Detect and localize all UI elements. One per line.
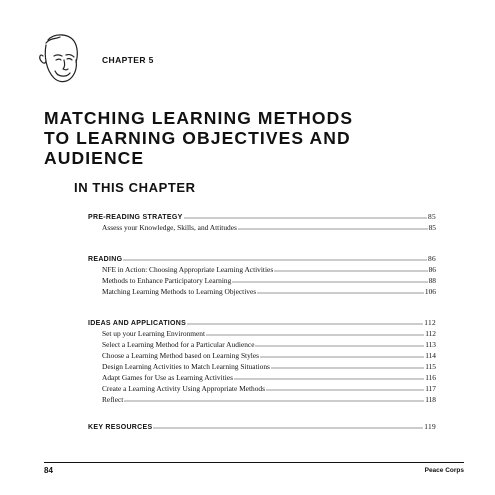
dot-leader — [123, 255, 427, 261]
dot-leader — [153, 423, 423, 429]
face-sketch-icon — [34, 30, 82, 90]
toc-page-number: 117 — [425, 384, 436, 393]
toc-page-number: 85 — [428, 223, 436, 232]
chapter-title — [44, 108, 464, 168]
toc-entry[interactable] — [88, 372, 436, 383]
dot-leader — [255, 341, 424, 347]
toc-entry[interactable] — [88, 275, 436, 286]
toc-group-reading — [88, 253, 436, 297]
toc-entry-label: Set up your Learning Environment — [102, 329, 206, 338]
footer-rule — [44, 462, 464, 463]
toc-page-number: 113 — [425, 340, 436, 349]
toc-entry-label: READING — [88, 256, 123, 263]
toc-entry-label: PRE-READING STRATEGY — [88, 214, 183, 221]
toc-page-number: 119 — [424, 422, 436, 431]
toc-group-pre-reading — [88, 211, 436, 233]
in-this-chapter-heading: IN THIS CHAPTER — [74, 180, 196, 195]
toc-entry-label: Reflect — [102, 395, 124, 404]
toc-entry[interactable] — [88, 339, 436, 350]
dot-leader — [234, 374, 424, 380]
chapter-label: CHAPTER 5 — [102, 55, 154, 65]
dot-leader — [124, 396, 424, 402]
toc-entry-label: NFE in Action: Choosing Appropriate Learning Activities — [102, 265, 274, 274]
toc-page-number: 112 — [424, 318, 436, 327]
toc-entry[interactable] — [88, 383, 436, 394]
dot-leader — [266, 385, 424, 391]
toc-entry-label: Choose a Learning Method based on Learning Styles — [102, 351, 260, 360]
toc-page-number: 85 — [428, 212, 436, 221]
toc-page-number: 118 — [425, 395, 436, 404]
toc-entry-label: KEY RESOURCES — [88, 424, 153, 431]
toc-entry-label: Matching Learning Methods to Learning Objectives — [102, 287, 257, 296]
toc-page-number: 112 — [425, 329, 436, 338]
toc-entry[interactable] — [88, 421, 436, 432]
toc-page-number: 86 — [428, 254, 436, 263]
toc-entry[interactable] — [88, 328, 436, 339]
page-number: 84 — [44, 466, 53, 475]
toc-group-resources — [88, 421, 436, 432]
toc-entry[interactable] — [88, 394, 436, 405]
toc-entry[interactable] — [88, 222, 436, 233]
toc-entry[interactable] — [88, 317, 436, 328]
title-line: AUDIENCE — [44, 148, 145, 168]
toc-entry[interactable] — [88, 286, 436, 297]
toc-entry-label: Adapt Games for Use as Learning Activities — [102, 373, 233, 382]
toc-entry-label: IDEAS AND APPLICATIONS — [88, 320, 187, 327]
toc-page-number: 114 — [425, 351, 436, 360]
toc-entry-label: Assess your Knowledge, Skills, and Attitudes — [102, 223, 237, 232]
toc-group-ideas — [88, 317, 436, 405]
dot-leader — [238, 224, 428, 230]
publisher-name: Peace Corps — [424, 467, 464, 474]
toc-entry[interactable] — [88, 350, 436, 361]
toc-page-number: 86 — [428, 265, 436, 274]
toc-entry-label: Design Learning Activities to Match Learning Situations — [102, 362, 270, 371]
dot-leader — [187, 319, 423, 325]
toc-page-number: 88 — [428, 276, 436, 285]
toc-entry-label: Methods to Enhance Participatory Learning — [102, 276, 232, 285]
dot-leader — [184, 213, 427, 219]
toc-entry[interactable] — [88, 253, 436, 264]
toc-page-number: 116 — [425, 373, 436, 382]
title-line: TO LEARNING OBJECTIVES AND — [44, 128, 351, 148]
toc-entry[interactable] — [88, 264, 436, 275]
dot-leader — [206, 330, 424, 336]
toc-entry[interactable] — [88, 361, 436, 372]
toc-page-number: 115 — [425, 362, 436, 371]
dot-leader — [232, 277, 427, 283]
dot-leader — [271, 363, 424, 369]
toc-entry-label: Create a Learning Activity Using Appropriate Methods — [102, 384, 265, 393]
dot-leader — [260, 352, 424, 358]
dot-leader — [257, 288, 424, 294]
title-line: MATCHING LEARNING METHODS — [44, 108, 354, 128]
toc-entry-label: Select a Learning Method for a Particular Audience — [102, 340, 255, 349]
toc-page-number: 106 — [424, 287, 436, 296]
toc-entry[interactable] — [88, 211, 436, 222]
dot-leader — [274, 266, 427, 272]
